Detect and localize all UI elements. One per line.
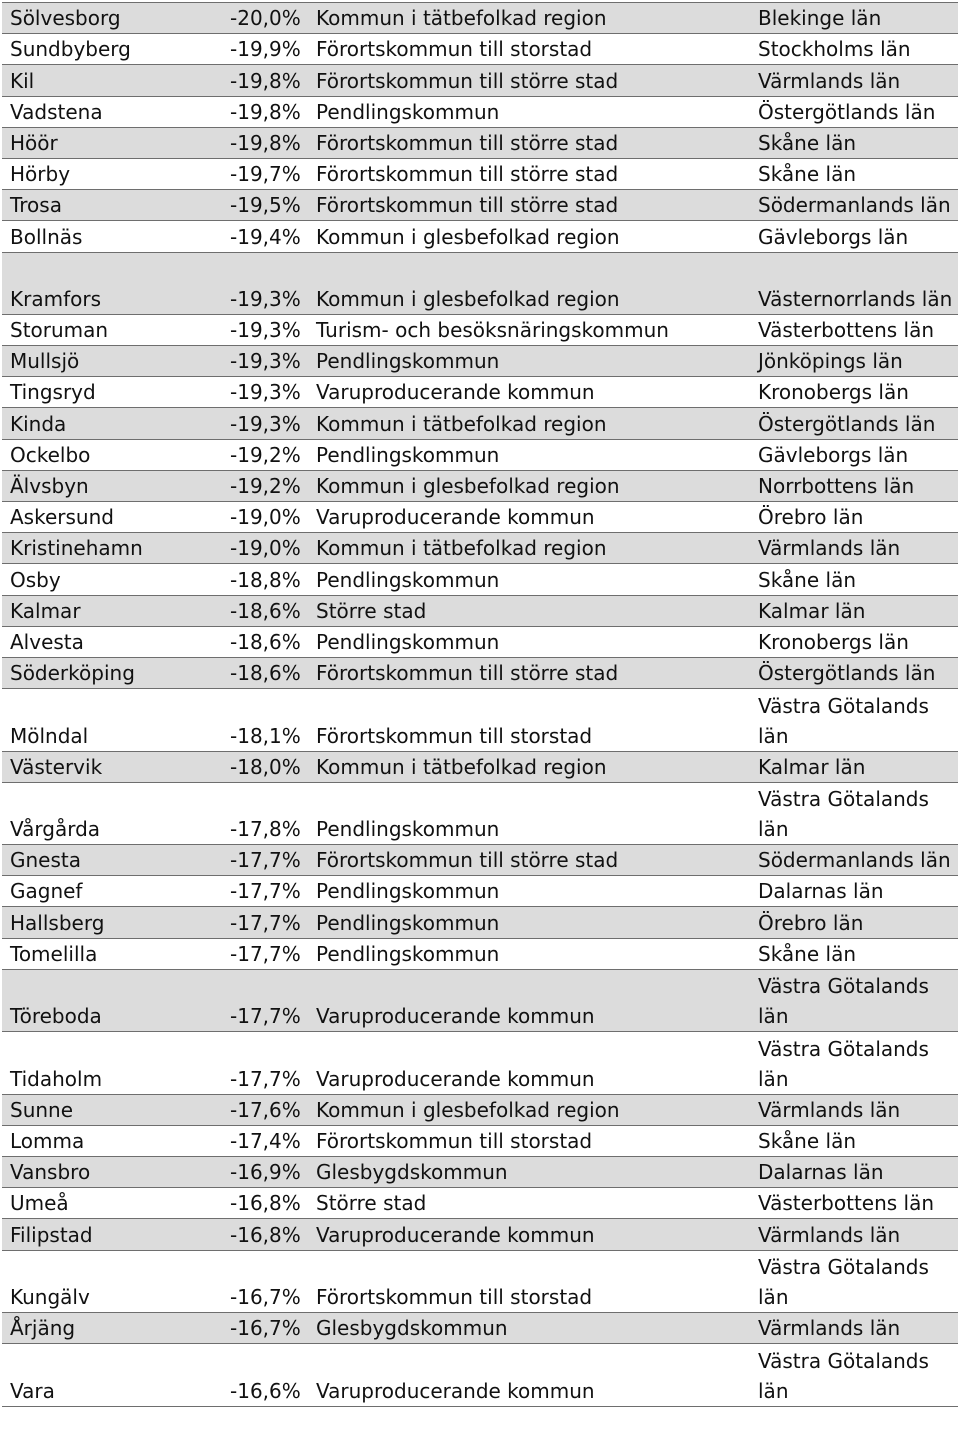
kommuntyp-cell: Kommun i glesbefolkad region [308,1094,750,1125]
kommuntyp-cell: Förortskommun till större stad [308,845,750,876]
table-row [2,689,958,751]
lan-cell: Örebro län [750,502,958,533]
table-row [2,96,958,127]
table-row [2,127,958,158]
kommun-cell: Mullsjö [2,346,222,377]
table-row [2,564,958,595]
kommuntyp-cell: Glesbygdskommun [308,1312,750,1343]
table-row [2,1094,958,1125]
lan-cell: Södermanlands län [750,845,958,876]
lan-cell: Skåne län [750,1125,958,1156]
table-row [2,907,958,938]
table-row [2,65,958,96]
kommuntyp-cell: Varuproducerande kommun [308,1344,750,1406]
kommuntyp-cell: Pendlingskommun [308,907,750,938]
change-cell: -19,3% [222,377,308,408]
change-cell: -16,6% [222,1344,308,1406]
change-cell: -20,0% [222,3,308,34]
change-cell: -16,8% [222,1219,308,1250]
kommun-cell: Hallsberg [2,907,222,938]
change-cell: -19,3% [222,346,308,377]
table-row [2,470,958,501]
table-row [2,751,958,782]
table-row [2,626,958,657]
kommun-cell: Vadstena [2,96,222,127]
table-row [2,190,958,221]
lan-cell: Västra Götalands län [750,1344,958,1406]
table-row [2,657,958,688]
lan-cell: Värmlands län [750,1219,958,1250]
kommuntyp-cell: Kommun i glesbefolkad region [308,221,750,252]
table-row [2,3,958,34]
lan-cell: Gävleborgs län [750,221,958,252]
lan-cell: Kalmar län [750,595,958,626]
kommun-cell: Trosa [2,190,222,221]
kommuntyp-cell: Kommun i glesbefolkad region [308,470,750,501]
change-cell: -16,7% [222,1312,308,1343]
kommun-cell: Höör [2,127,222,158]
kommun-cell: Gagnef [2,876,222,907]
kommuntyp-cell: Pendlingskommun [308,564,750,595]
change-cell: -19,8% [222,65,308,96]
kommun-cell: Söderköping [2,657,222,688]
kommun-cell: Tingsryd [2,377,222,408]
kommuntyp-cell: Glesbygdskommun [308,1157,750,1188]
table-row [2,502,958,533]
lan-cell: Värmlands län [750,1312,958,1343]
kommuntyp-cell: Varuproducerande kommun [308,969,750,1031]
table-row [2,34,958,65]
lan-cell: Jönköpings län [750,346,958,377]
kommun-cell: Alvesta [2,626,222,657]
table-body [2,3,958,1407]
table-row [2,1312,958,1343]
lan-cell: Västra Götalands län [750,1250,958,1312]
change-cell: -18,6% [222,657,308,688]
change-cell: -17,4% [222,1125,308,1156]
change-cell: -16,8% [222,1188,308,1219]
change-cell: -18,6% [222,626,308,657]
kommun-cell: Bollnäs [2,221,222,252]
lan-cell: Västra Götalands län [750,969,958,1031]
lan-cell: Västra Götalands län [750,689,958,751]
table-row [2,595,958,626]
lan-cell: Östergötlands län [750,408,958,439]
change-cell: -19,3% [222,314,308,345]
kommun-cell: Sundbyberg [2,34,222,65]
table-row [2,346,958,377]
table-row [2,1125,958,1156]
change-cell: -19,2% [222,439,308,470]
kommuntyp-cell: Varuproducerande kommun [308,1219,750,1250]
kommuntyp-cell: Varuproducerande kommun [308,502,750,533]
table-row [2,314,958,345]
kommun-cell: Askersund [2,502,222,533]
kommun-cell: Hörby [2,158,222,189]
table-row [2,377,958,408]
lan-cell: Örebro län [750,907,958,938]
lan-cell: Västerbottens län [750,1188,958,1219]
table-row [2,1250,958,1312]
kommuntyp-cell: Förortskommun till större stad [308,158,750,189]
table-row [2,876,958,907]
lan-cell: Dalarnas län [750,876,958,907]
kommuntyp-cell: Kommun i tätbefolkad region [308,408,750,439]
lan-cell: Kronobergs län [750,626,958,657]
kommun-cell: Kalmar [2,595,222,626]
kommun-cell: Kramfors [2,252,222,314]
kommun-cell: Mölndal [2,689,222,751]
kommun-cell: Tomelilla [2,938,222,969]
kommun-cell: Umeå [2,1188,222,1219]
kommun-cell: Storuman [2,314,222,345]
change-cell: -16,9% [222,1157,308,1188]
change-cell: -19,3% [222,408,308,439]
kommun-cell: Filipstad [2,1219,222,1250]
table-row [2,1188,958,1219]
kommuntyp-cell: Förortskommun till större stad [308,65,750,96]
table-row [2,782,958,844]
change-cell: -19,3% [222,252,308,314]
table-row [2,969,958,1031]
kommuntyp-cell: Förortskommun till storstad [308,34,750,65]
kommuntyp-cell: Varuproducerande kommun [308,377,750,408]
lan-cell: Östergötlands län [750,96,958,127]
change-cell: -17,7% [222,1032,308,1094]
change-cell: -19,7% [222,158,308,189]
kommun-cell: Kil [2,65,222,96]
lan-cell: Värmlands län [750,65,958,96]
change-cell: -19,8% [222,127,308,158]
lan-cell: Norrbottens län [750,470,958,501]
table-row [2,938,958,969]
table-row [2,158,958,189]
table-row [2,439,958,470]
change-cell: -19,8% [222,96,308,127]
lan-cell: Västernorrlands län [750,252,958,314]
table-row [2,252,958,314]
change-cell: -18,0% [222,751,308,782]
table-row [2,408,958,439]
change-cell: -18,8% [222,564,308,595]
kommuntyp-cell: Större stad [308,1188,750,1219]
kommun-table [2,2,958,1407]
lan-cell: Skåne län [750,938,958,969]
change-cell: -17,7% [222,876,308,907]
change-cell: -17,8% [222,782,308,844]
lan-cell: Södermanlands län [750,190,958,221]
kommun-cell: Kungälv [2,1250,222,1312]
kommun-cell: Sunne [2,1094,222,1125]
kommuntyp-cell: Pendlingskommun [308,346,750,377]
kommuntyp-cell: Pendlingskommun [308,96,750,127]
lan-cell: Värmlands län [750,533,958,564]
lan-cell: Kronobergs län [750,377,958,408]
kommuntyp-cell: Turism- och besöksnäringskommun [308,314,750,345]
change-cell: -17,7% [222,907,308,938]
kommuntyp-cell: Kommun i tätbefolkad region [308,751,750,782]
change-cell: -19,0% [222,502,308,533]
table-row [2,533,958,564]
lan-cell: Västra Götalands län [750,782,958,844]
lan-cell: Västra Götalands län [750,1032,958,1094]
lan-cell: Östergötlands län [750,657,958,688]
table-row [2,221,958,252]
lan-cell: Värmlands län [750,1094,958,1125]
kommun-cell: Kristinehamn [2,533,222,564]
lan-cell: Kalmar län [750,751,958,782]
kommuntyp-cell: Större stad [308,595,750,626]
kommuntyp-cell: Förortskommun till storstad [308,1125,750,1156]
kommuntyp-cell: Pendlingskommun [308,782,750,844]
table-row [2,1344,958,1406]
kommun-cell: Vårgårda [2,782,222,844]
kommun-cell: Älvsbyn [2,470,222,501]
table-row [2,1157,958,1188]
kommuntyp-cell: Pendlingskommun [308,626,750,657]
kommun-cell: Vansbro [2,1157,222,1188]
lan-cell: Skåne län [750,158,958,189]
kommun-cell: Töreboda [2,969,222,1031]
kommuntyp-cell: Kommun i tätbefolkad region [308,533,750,564]
change-cell: -19,4% [222,221,308,252]
table-row [2,1219,958,1250]
change-cell: -17,7% [222,845,308,876]
kommun-cell: Ockelbo [2,439,222,470]
lan-cell: Stockholms län [750,34,958,65]
change-cell: -18,6% [222,595,308,626]
table-row [2,845,958,876]
change-cell: -18,1% [222,689,308,751]
kommuntyp-cell: Pendlingskommun [308,938,750,969]
kommun-cell: Tidaholm [2,1032,222,1094]
kommuntyp-cell: Förortskommun till större stad [308,190,750,221]
kommun-cell: Gnesta [2,845,222,876]
kommuntyp-cell: Förortskommun till storstad [308,689,750,751]
kommun-cell: Kinda [2,408,222,439]
change-cell: -17,7% [222,969,308,1031]
kommun-cell: Sölvesborg [2,3,222,34]
change-cell: -17,7% [222,938,308,969]
kommuntyp-cell: Pendlingskommun [308,876,750,907]
kommun-cell: Osby [2,564,222,595]
kommuntyp-cell: Kommun i tätbefolkad region [308,3,750,34]
lan-cell: Blekinge län [750,3,958,34]
kommuntyp-cell: Förortskommun till större stad [308,127,750,158]
lan-cell: Skåne län [750,564,958,595]
kommuntyp-cell: Varuproducerande kommun [308,1032,750,1094]
kommuntyp-cell: Förortskommun till storstad [308,1250,750,1312]
kommuntyp-cell: Pendlingskommun [308,439,750,470]
change-cell: -19,0% [222,533,308,564]
table-row [2,1032,958,1094]
kommun-cell: Västervik [2,751,222,782]
change-cell: -19,5% [222,190,308,221]
kommuntyp-cell: Kommun i glesbefolkad region [308,252,750,314]
kommun-cell: Lomma [2,1125,222,1156]
lan-cell: Gävleborgs län [750,439,958,470]
change-cell: -19,2% [222,470,308,501]
change-cell: -19,9% [222,34,308,65]
lan-cell: Dalarnas län [750,1157,958,1188]
kommun-cell: Vara [2,1344,222,1406]
kommun-cell: Årjäng [2,1312,222,1343]
lan-cell: Skåne län [750,127,958,158]
lan-cell: Västerbottens län [750,314,958,345]
change-cell: -16,7% [222,1250,308,1312]
change-cell: -17,6% [222,1094,308,1125]
kommuntyp-cell: Förortskommun till större stad [308,657,750,688]
